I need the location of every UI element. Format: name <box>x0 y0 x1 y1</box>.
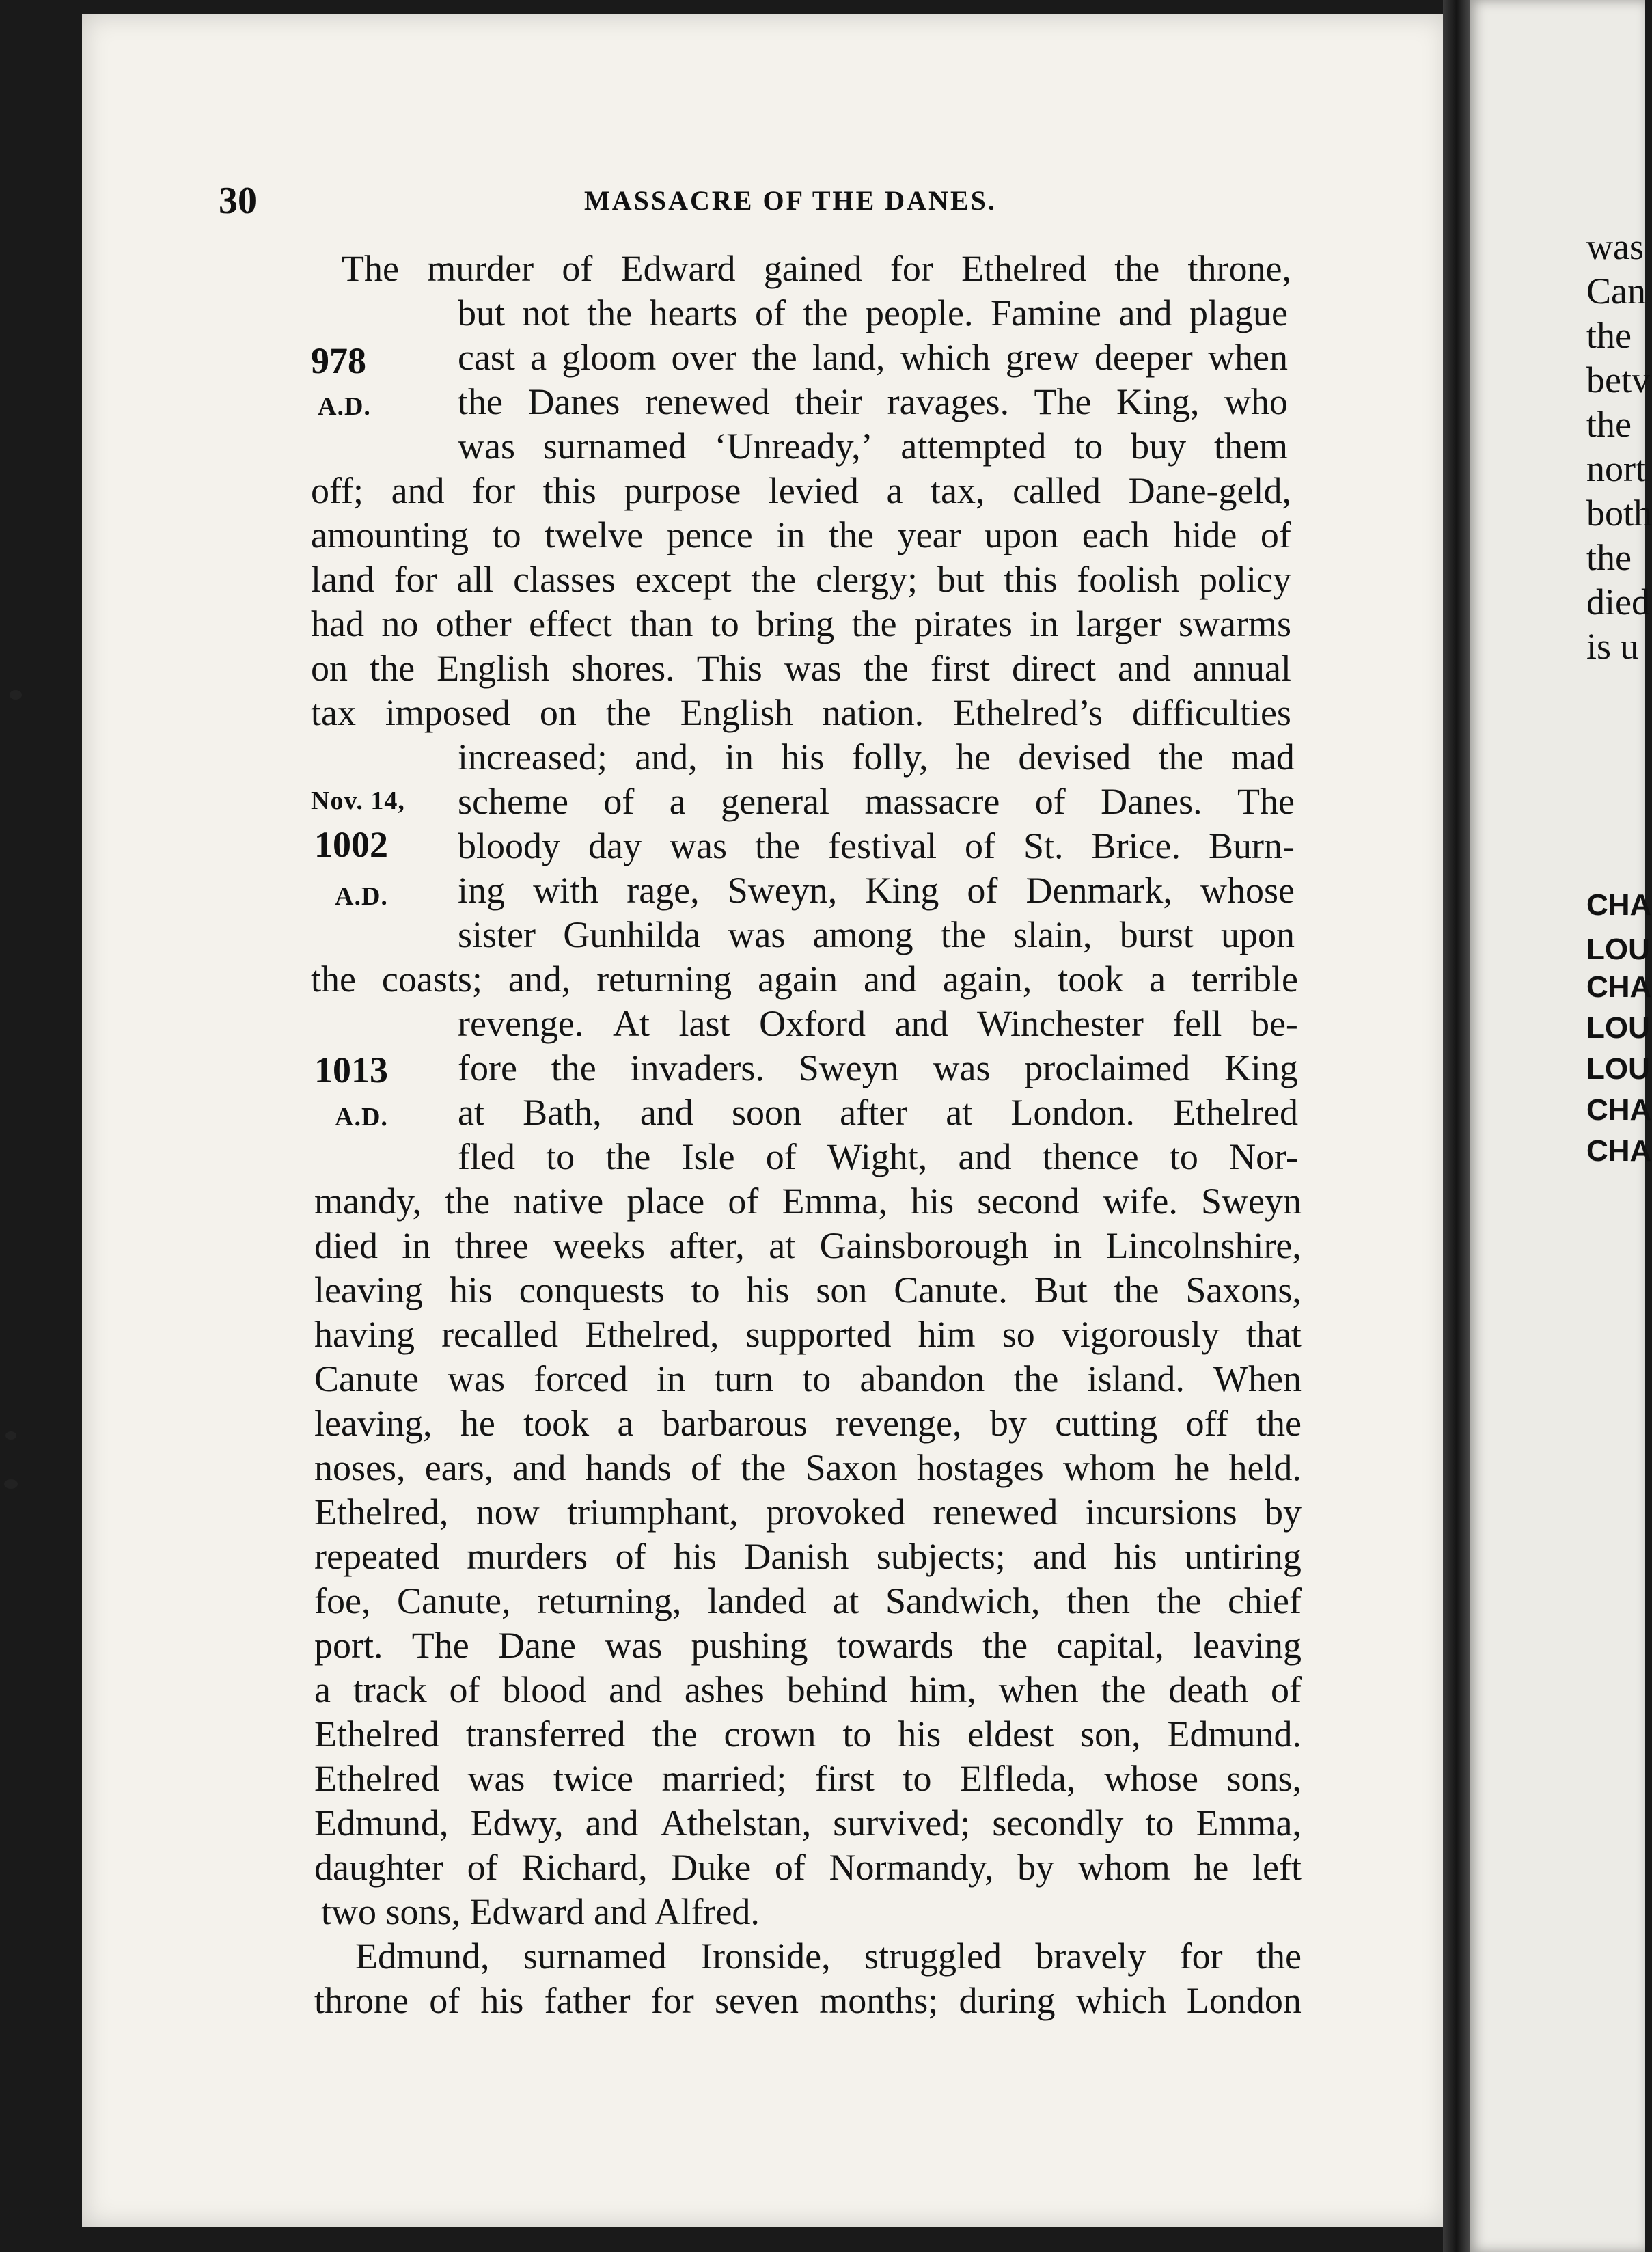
text-line: having recalled Ethelred, supported him so vigorously that <box>314 1314 1302 1355</box>
text-line: at Bath, and soon after at London. Ethelred <box>458 1092 1298 1133</box>
margin-era: A.D. <box>335 1103 388 1131</box>
text-line: foe, Canute, returning, landed at Sandwich, then the chief <box>314 1580 1302 1621</box>
text-line: leaving, he took a barbarous revenge, by cutting off the <box>314 1403 1302 1444</box>
facing-page-fragment: is u <box>1586 626 1639 667</box>
text-line: Ethelred, now triumphant, provoked renewed incursions by <box>314 1492 1302 1533</box>
running-title: MASSACRE OF THE DANES. <box>584 185 997 216</box>
text-line: leaving his conquests to his son Canute. But the Saxons, <box>314 1269 1302 1310</box>
facing-page-fragment: LOU <box>1586 933 1650 966</box>
margin-year: 978 <box>311 340 366 381</box>
text-line: revenge. At last Oxford and Winchester fell be- <box>458 1003 1298 1044</box>
text-line: a track of blood and ashes behind him, when the death of <box>314 1669 1302 1710</box>
text-line: on the English shores. This was the first direct and annual <box>311 648 1291 689</box>
text-line: two sons, Edward and Alfred. <box>321 1891 760 1932</box>
text-line: cast a gloom over the land, which grew deeper when <box>458 337 1288 378</box>
page-number: 30 <box>219 180 257 222</box>
facing-page-fragment: CHA <box>1586 1093 1652 1127</box>
facing-page-fragment: both <box>1586 493 1652 534</box>
text-line: died in three weeks after, at Gainsborough in Lincolnshire, <box>314 1225 1302 1266</box>
facing-page-fragment: LOU <box>1586 1011 1650 1045</box>
facing-page-fragment: betv <box>1586 359 1650 400</box>
text-line: Edmund, surnamed Ironside, struggled bravely for the <box>355 1936 1302 1977</box>
speck <box>4 1479 18 1489</box>
margin-era: A.D. <box>335 882 388 911</box>
text-line: Edmund, Edwy, and Athelstan, survived; secondly to Emma, <box>314 1802 1302 1843</box>
text-line: had no other effect than to bring the pirates in larger swarms <box>311 603 1291 644</box>
margin-era: Nov. 14, <box>311 786 405 815</box>
text-line: amounting to twelve pence in the year upon each hide of <box>311 514 1291 555</box>
facing-page-fragment: CHA <box>1586 1134 1652 1168</box>
book-gutter <box>1443 0 1470 2252</box>
text-line: but not the hearts of the people. Famine and plague <box>458 292 1288 333</box>
text-line: tax imposed on the English nation. Ethelred’s difficulties <box>311 692 1291 733</box>
text-line: bloody day was the festival of St. Brice. Burn- <box>458 825 1295 866</box>
text-line: fore the invaders. Sweyn was proclaimed King <box>458 1047 1298 1088</box>
text-line: throne of his father for seven months; during which London <box>314 1980 1302 2021</box>
text-line: daughter of Richard, Duke of Normandy, by whom he left <box>314 1847 1302 1888</box>
text-line: off; and for this purpose levied a tax, called Dane-geld, <box>311 470 1291 511</box>
text-line: increased; and, in his folly, he devised the mad <box>458 737 1295 778</box>
margin-era: A.D. <box>318 392 371 421</box>
facing-page-fragment: CHA <box>1586 970 1652 1004</box>
facing-page-fragment: was <box>1586 226 1644 267</box>
text-line: Ethelred was twice married; first to Elfleda, whose sons, <box>314 1758 1302 1799</box>
speck <box>10 690 22 700</box>
text-line: repeated murders of his Danish subjects; and his untiring <box>314 1536 1302 1577</box>
facing-page-fragment: the <box>1586 315 1632 356</box>
text-line: Ethelred transferred the crown to his eldest son, Edmund. <box>314 1714 1302 1755</box>
facing-page <box>1470 0 1652 2252</box>
speck <box>5 1431 16 1440</box>
text-line: noses, ears, and hands of the Saxon hostages whom he held. <box>314 1447 1302 1488</box>
text-line: Canute was forced in turn to abandon the island. When <box>314 1358 1302 1399</box>
facing-page-fragment: the <box>1586 404 1632 445</box>
text-line: The murder of Edward gained for Ethelred the throne, <box>342 248 1291 289</box>
facing-page-fragment: LOU <box>1586 1052 1650 1086</box>
text-line: mandy, the native place of Emma, his second wife. Sweyn <box>314 1181 1302 1222</box>
text-line: fled to the Isle of Wight, and thence to Nor- <box>458 1136 1298 1177</box>
text-line: the Danes renewed their ravages. The King, who <box>458 381 1288 422</box>
margin-year: 1002 <box>314 824 388 865</box>
text-line: scheme of a general massacre of Danes. The <box>458 781 1295 822</box>
facing-page-fragment: died <box>1586 581 1650 622</box>
text-line: the coasts; and, returning again and again, took a terrible <box>311 959 1298 1000</box>
facing-page-fragment: Can <box>1586 271 1646 312</box>
facing-page-fragment: nort <box>1586 448 1646 489</box>
margin-year: 1013 <box>314 1049 388 1090</box>
text-line: was surnamed ‘Unready,’ attempted to buy them <box>458 426 1288 467</box>
text-line: land for all classes except the clergy; but this foolish policy <box>311 559 1291 600</box>
text-line: ing with rage, Sweyn, King of Denmark, whose <box>458 870 1295 911</box>
text-line: port. The Dane was pushing towards the capital, leaving <box>314 1625 1302 1666</box>
facing-page-fragment: the <box>1586 537 1632 578</box>
facing-page-fragment: CHA <box>1586 888 1652 922</box>
text-line: sister Gunhilda was among the slain, burst upon <box>458 914 1295 955</box>
